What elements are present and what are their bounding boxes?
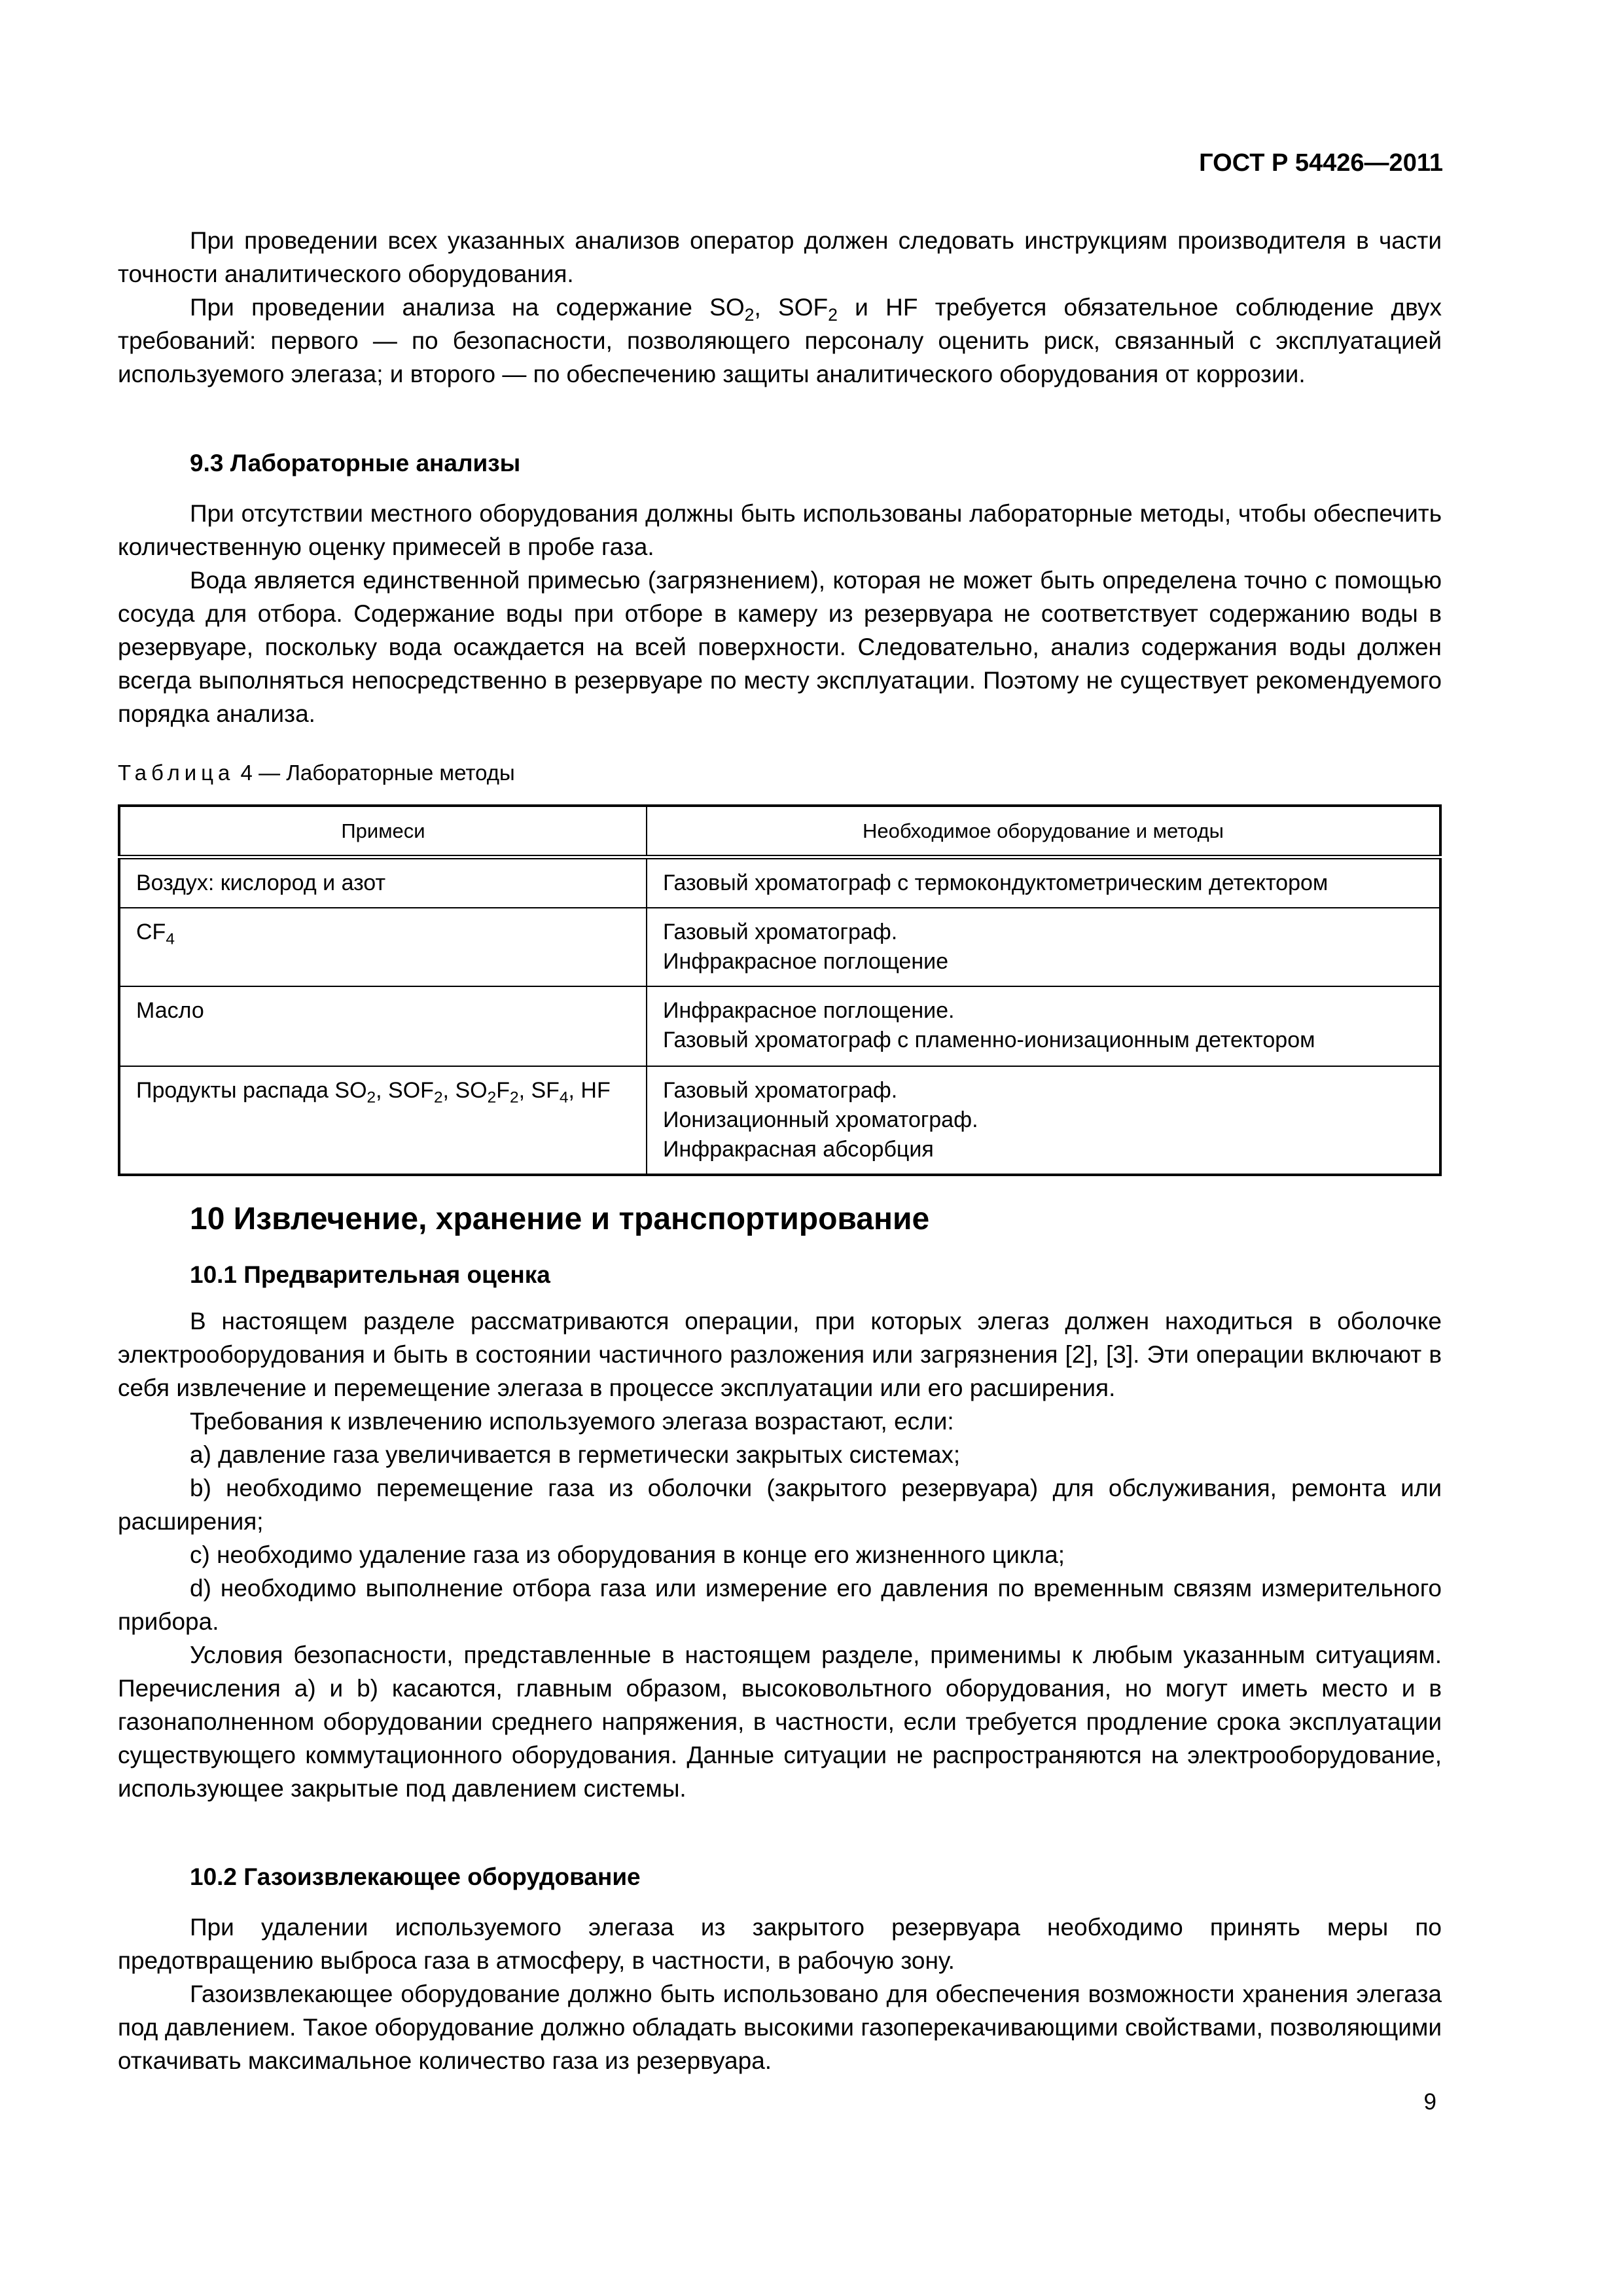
text-run: Воздух: кислород и азот (136, 870, 386, 895)
impurity-cell (119, 1066, 647, 1175)
methods-cell (647, 1066, 1440, 1175)
table-header-row (119, 806, 1440, 857)
text-run: CF (136, 920, 166, 944)
section-10-2 (118, 1860, 1442, 2077)
table-caption (118, 761, 515, 785)
method-line: Газовый хроматограф. (663, 920, 898, 944)
method-line: Инфракрасное поглощение (663, 949, 949, 974)
impurity-cell (119, 986, 647, 1066)
methods-cell (647, 908, 1440, 986)
method-line: Газовый хроматограф с пламенно-ионизационным детектором (663, 1028, 1315, 1052)
column-header: Примеси (119, 806, 647, 857)
paragraph: Условия безопасности, представленные в настоящем разделе, применимы к любым указанным ситуациям. Перечисления a) и b) касаются, главным образом, высоковольтного оборудования, но могут иметь место и в газонаполненном оборудовании среднего напряжения, в частности, если требуется продление срока эксплуатации существующего коммутационного оборудования. Данные ситуации не распространяются на электрооборудование, использующее закрытые под давлением системы. (118, 1641, 1442, 1802)
section-10-1 (118, 1258, 1442, 1805)
section-9-3 (118, 446, 1442, 730)
subscript: 4 (559, 1088, 569, 1107)
text-run: , HF (568, 1078, 611, 1103)
method-line: Инфракрасная абсорбция (663, 1137, 934, 1162)
subscript: 2 (828, 304, 838, 325)
text-run: , SF (518, 1078, 560, 1103)
method-line: Инфракрасное поглощение. (663, 998, 955, 1023)
method-line: Газовый хроматограф. (663, 1078, 898, 1103)
subscript: 2 (487, 1088, 497, 1107)
method-line: Газовый хроматограф с термокондуктометрическим детектором (663, 870, 1329, 895)
column-header: Необходимое оборудование и методы (647, 806, 1440, 857)
text-run: F (496, 1078, 510, 1103)
chapter-heading: 10 Извлечение, хранение и транспортирование (190, 1202, 930, 1236)
paragraph (118, 291, 1442, 391)
page-number: 9 (1423, 2089, 1436, 2115)
paragraph: a) давление газа увеличивается в герметически закрытых системах; (190, 1441, 961, 1468)
paragraph: Требования к извлечению используемого элегаза возрастают, если: (190, 1408, 954, 1435)
paragraph: Вода является единственной примесью (загрязнением), которая не может быть определена точно с помощью сосуда для отбора. Содержание воды при отборе в камеру из резервуара не соответствует содержанию воды в резервуаре, поскольку вода осаждается на всей поверхности. Следовательно, анализ содержания воды должен всегда выполняться непосредственно в резервуаре по месту эксплуатации. Поэтому не существует рекомендуемого порядка анализа. (118, 567, 1442, 727)
text-run: , SO (442, 1078, 488, 1103)
paragraph: При отсутствии местного оборудования должны быть использованы лабораторные методы, чтобы обеспечить количественную оценку примесей в пробе газа. (118, 500, 1442, 560)
subscript: 4 (166, 930, 175, 948)
section-heading: 10.2 Газоизвлекающее оборудование (190, 1863, 641, 1890)
table-row (119, 1066, 1440, 1175)
paragraph: При удалении используемого элегаза из закрытого резервуара необходимо принять меры по предотвращению выброса газа в атмосферу, в частности, в рабочую зону. (118, 1914, 1442, 1974)
paragraph: В настоящем разделе рассматриваются операции, при которых элегаз должен находиться в оболочке электрооборудования и быть в состоянии частичного разложения или загрязнения [2], [3]. Эти операции включают в себя извлечение и перемещение элегаза в процессе эксплуатации или его расширения. (118, 1308, 1442, 1401)
table-row (119, 857, 1440, 908)
methods-cell (647, 986, 1440, 1066)
impurity-cell (119, 908, 647, 986)
paragraph: Газоизвлекающее оборудование должно быть использовано для обеспечения возможности хранения элегаза под давлением. Такое оборудование должно обладать высокими газоперекачивающими свойствами, позволяющими откачивать максимальное количество газа из резервуара. (118, 1981, 1442, 2074)
paragraph: При проведении всех указанных анализов оператор должен следовать инструкциям производителя в части точности аналитического оборудования. (118, 227, 1442, 287)
text-run: Масло (136, 998, 204, 1023)
text-run: Продукты распада SO (136, 1078, 367, 1103)
impurity-cell (119, 857, 647, 908)
section-heading: 9.3 Лабораторные анализы (190, 450, 521, 476)
section-heading: 10.1 Предварительная оценка (190, 1261, 550, 1288)
caption-title: 4 — Лабораторные методы (234, 761, 515, 785)
subscript: 2 (433, 1088, 443, 1107)
table-row (119, 908, 1440, 986)
subscript: 2 (366, 1088, 376, 1107)
caption-label: Таблица (118, 761, 235, 785)
paragraph: b) необходимо перемещение газа из оболочки (закрытого резервуара) для обслуживания, ремонта или расширения; (118, 1475, 1442, 1535)
methods-cell (647, 857, 1440, 908)
paragraph: c) необходимо удаление газа из оборудования в конце его жизненного цикла; (190, 1541, 1065, 1568)
intro-section (118, 224, 1442, 391)
method-line: Ионизационный хроматограф. (663, 1107, 978, 1132)
section-10 (118, 1200, 1442, 1239)
text-run: , SOF (754, 294, 829, 321)
subscript: 2 (509, 1088, 519, 1107)
paragraph: d) необходимо выполнение отбора газа или измерение его давления по временным связям измерительного прибора. (118, 1575, 1442, 1635)
table-row (119, 986, 1440, 1066)
text-run: При проведении анализа на содержание SO (190, 294, 745, 321)
text-run: , SOF (376, 1078, 434, 1103)
document-header: ГОСТ Р 54426—2011 (1199, 149, 1443, 177)
subscript: 2 (744, 304, 755, 325)
lab-methods-table (118, 804, 1442, 1176)
text-run: и HF требуется обязательное соблюдение двух требований: первого — по безопасности, позволяющего персоналу оценить риск, связанный с эксплуатацией используемого элегаза; и второго — по обеспечению защиты аналитического оборудования от коррозии. (118, 294, 1442, 387)
